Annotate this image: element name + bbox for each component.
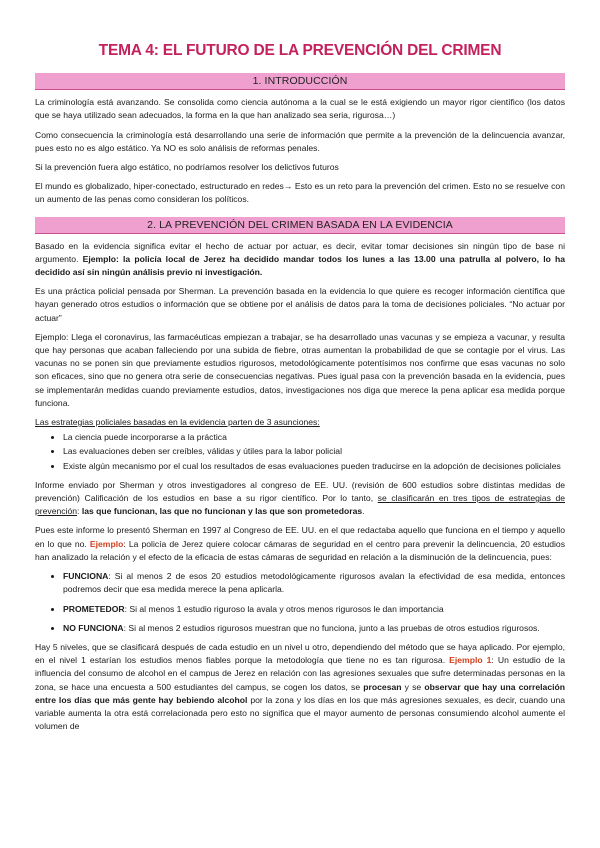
paragraph xyxy=(35,240,565,280)
paragraph: La criminología está avanzando. Se consolida como ciencia autónoma a la cual se le está exigiendo un mayor rigor científico (los datos que se haya utilizado sean adecuados, la forma en la que han analizado sea seria, rigurosa…) xyxy=(35,97,565,121)
category-label: NO FUNCIONA xyxy=(63,622,124,633)
list-item-funciona xyxy=(63,570,565,596)
bold-text: observar que hay una correlación entre los días que más gente hay bebiendo alcohol xyxy=(35,681,565,705)
paragraph: El mundo es globalizado, hiper-conectado, estructurado en redes→ Esto es un reto para la prevención del crimen. Esto no se resuelve con un aumento de las penas como consideran los políticos. xyxy=(35,181,565,205)
text-span: : Un estudio de la influencia del consumo de alcohol en el campus de Jerez en relación con las agresiones sexuales que sufre determinadas personas en la zona, se hace una encuesta a 500 estudiantes del campus, se cogen los datos, se xyxy=(35,655,565,692)
paragraph: Ejemplo: Llega el coronavirus, las farmacéuticas empiezan a trabajar, se ha desarrollado unas vacunas y se empieza a vacunar, y resulta que hay personas que acaban falleciendo por una subida de fiebre, otras aumentan la probabilidad de que se contagie por el virus. Las vacunas no se ponen sin que previamente estudios rigurosos, metodológicamente potentísimos nos confirme que esas vacunas no solo son eficaces, sino que no genera otra serie de consecuencias negativas. Pues igual pasa con la prevención basada en la evidencia, pues se implementarán medidas cuando previamente estudios, datos, investigaciones nos diga que merece la pena aplicar esa medida porque funciona. xyxy=(35,331,565,408)
assumptions-list xyxy=(35,431,565,473)
example-label: Ejemplo xyxy=(89,538,124,549)
text-span: . xyxy=(362,506,365,517)
category-text: : Si al menos 2 de esos 20 estudios metodológicamente rigurosos avalan la efectividad de esa medida, entonces podremos decir que esa medida merece la pena aplicarla. xyxy=(63,571,565,595)
text-span: Basado en la evidencia significa evitar el hecho de actuar por actuar, es decir, evitar tomar decisiones sin ningún tipo de base ni argumento. xyxy=(35,240,565,264)
strategies-intro: Las estrategias policiales basadas en la evidencia parten de 3 asunciones: xyxy=(35,417,320,428)
list-item-prometedor xyxy=(63,603,565,616)
text-span: : xyxy=(77,506,82,517)
category-label: FUNCIONA xyxy=(63,571,109,582)
category-text: : Si al menos 1 estudio riguroso la avala y otros menos rigurosos le dan importancia xyxy=(124,603,444,614)
list-item: • La ciencia puede incorporarse a la práctica xyxy=(63,431,565,444)
text-span: por la zona y los días en los que más agresiones sexuales, es decir, cuando una variable aumenta la otra está correlacionada pero esto no significa que el mayor aumento de personas consumiendo alcohol aumente el volumen de xyxy=(35,694,565,732)
text-span: : La policía de Jerez quiere colocar cámaras de seguridad en el centro para prevenir la delincuencia, 20 estudios han analizado la relación y el efecto de la eficacia de estas cámaras de seguridad en relación a la disminución de la delincuencia, pues: xyxy=(35,538,565,562)
bold-text: procesan xyxy=(363,681,402,692)
list-item: • Las evaluaciones deben ser creíbles, válidas y útiles para la labor policial xyxy=(63,445,565,458)
category-text: : Si al menos 2 estudios rigurosos muestran que no funciona, junto a las pruebas de otros estudios rigurosos. xyxy=(123,622,540,633)
text-span: Pues este informe lo presentó Sherman en 1997 al Congreso de EE. UU. en el que redactaba aquello que funciona en el tiempo y aquello en lo que no. xyxy=(35,525,565,549)
example-text: Ejemplo: la policía local de Jerez ha decidido mandar todos los lunes a las 13.00 una patrulla al polvero, lo ha decidido así sin ningún análisis previo ni investigación. xyxy=(35,253,565,278)
paragraph: Como consecuencia la criminología está desarrollando una serie de información que permite a la prevención de la delincuencia avanzar, pues esto no es algo estático. Ya NO es solo análisis de reformas penales. xyxy=(35,129,565,153)
paragraph xyxy=(35,479,565,519)
text-span: Hay 5 niveles, que se clasificará después de cada estudio en un nivel u otro, dependiendo del método que se haya aplicado. Por ejemplo, en el nivel 1 estarían los estudios menos fiables porque la metodología que tiene no es tan rigurosa. xyxy=(35,641,565,666)
paragraph: Si la prevención fuera algo estático, no podríamos resolver los delictivos futuros xyxy=(35,162,339,173)
text-span: Informe enviado por Sherman y otros investigadores al congreso de EE. UU. (revisión de 600 estudios sobre distintas medidas de prevención) Calificación de los estudios en base a su rigor científico. Por lo tanto, xyxy=(35,479,565,504)
section-heading-prevencion-evidencia: 2. LA PREVENCIÓN DEL CRIMEN BASADA EN LA EVIDENCIA xyxy=(35,217,565,234)
text-span: y se xyxy=(401,681,425,692)
classification-list xyxy=(35,570,565,635)
paragraph xyxy=(35,524,565,564)
category-label: PROMETEDOR xyxy=(63,603,125,614)
underlined-text: se clasificarán en tres tipos de estrategias de prevención xyxy=(35,493,566,517)
bold-text: las que funcionan, las que no funcionan y las que son prometedoras xyxy=(81,506,363,517)
example-label: Ejemplo 1 xyxy=(449,655,492,666)
list-item: • Existe algún mecanismo por el cual los resultados de esas evaluaciones pueden traducirse en la adopción de decisiones policiales xyxy=(63,460,565,473)
list-item-no-funciona xyxy=(63,622,565,635)
paragraph xyxy=(35,641,565,733)
document-title: TEMA 4: EL FUTURO DE LA PREVENCIÓN DEL CRIMEN xyxy=(98,42,502,59)
section-heading-introduccion: 1. INTRODUCCIÓN xyxy=(35,73,565,90)
paragraph: Es una práctica policial pensada por Sherman. La prevención basada en la evidencia lo que quiere es recoger información científica que hayan generado otros estudios o información que se obtiene por el análisis de datos para la toma de decisiones policiales. “No actuar por actuar” xyxy=(35,286,565,323)
